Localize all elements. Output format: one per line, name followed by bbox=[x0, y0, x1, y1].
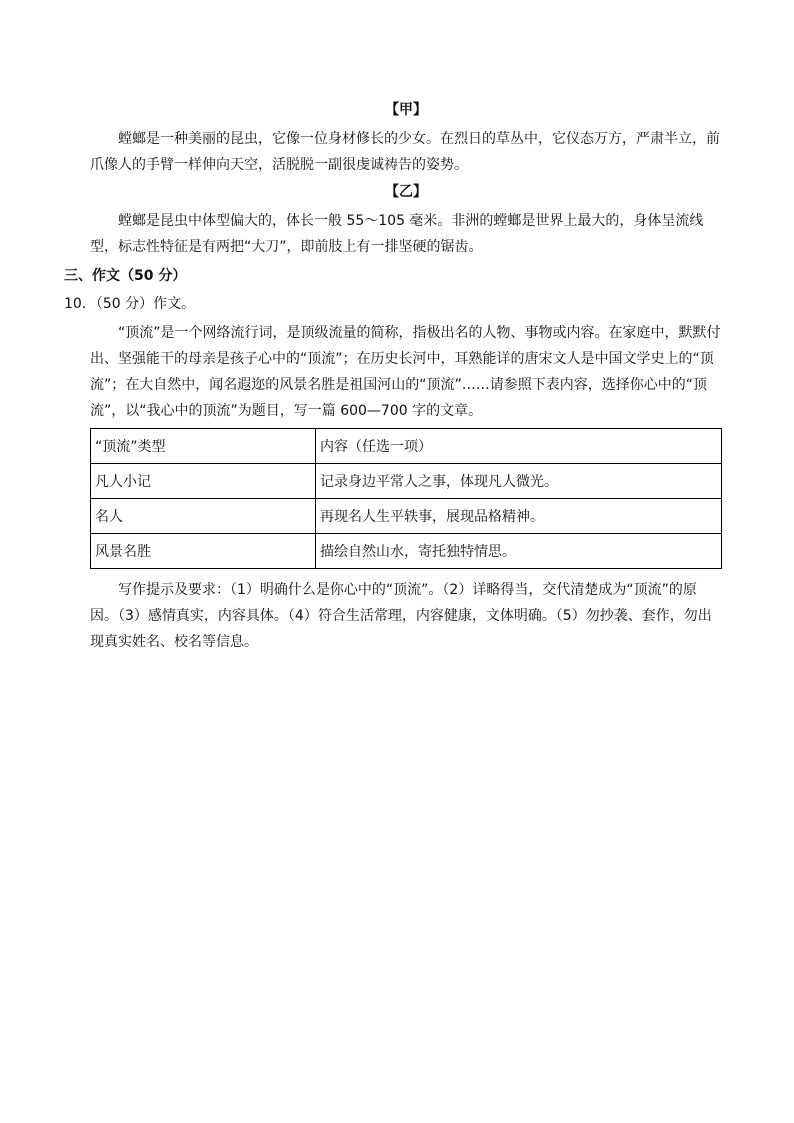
table-row bbox=[91, 464, 722, 499]
question-number: 10．（50 分）作文。 bbox=[64, 296, 196, 312]
passage-a-text: 螳螂是一种美丽的昆虫，它像一位身材修长的少女。在烈日的草丛中，它仪态万方，严肃半立，前爪像人的手臂一样伸向天空，活脱脱一副很虔诚祷告的姿势。 bbox=[90, 131, 720, 173]
table-header-cell: 内容（任选一项） bbox=[316, 429, 722, 464]
table-cell: 再现名人生平轶事，展现品格精神。 bbox=[316, 499, 722, 534]
table-cell: 凡人小记 bbox=[91, 464, 316, 499]
passage-a-title: 【甲】 bbox=[385, 102, 427, 118]
table-cell: 风景名胜 bbox=[91, 534, 316, 569]
passage-b-title: 【乙】 bbox=[385, 184, 427, 200]
table-cell: 名人 bbox=[91, 499, 316, 534]
table-cell: 描绘自然山水，寄托独特情思。 bbox=[316, 534, 722, 569]
page-content bbox=[64, 100, 722, 655]
topic-type-table bbox=[90, 428, 722, 569]
table-cell: 记录身边平常人之事，体现凡人微光。 bbox=[316, 464, 722, 499]
table-row bbox=[91, 499, 722, 534]
table-row bbox=[91, 534, 722, 569]
section-heading: 三、作文（50 分） bbox=[64, 268, 187, 284]
essay-prompt: “顶流”是一个网络流行词，是顶级流量的简称，指极出名的人物、事物或内容。在家庭中，默默付出、坚强能干的母亲是孩子心中的“顶流”；在历史长河中，耳熟能详的唐宋文人是中国文学史上的“顶流”；在大自然中，闻名遐迩的风景名胜是祖国河山的“顶流”……请参照下表内容，选择你心中的“顶流”，以“我心中的顶流”为题目，写一篇 600—700 字的文章。 bbox=[90, 325, 721, 419]
table-header-cell: “顶流”类型 bbox=[91, 429, 316, 464]
passage-b-text: 螳螂是昆虫中体型偏大的，体长一般 55～105 毫米。非洲的螳螂是世界上最大的，身体呈流线型，标志性特征是有两把“大刀”，即前肢上有一排坚硬的锯齿。 bbox=[90, 213, 704, 255]
writing-requirements: 写作提示及要求：（1）明确什么是你心中的“顶流”。（2）详略得当，交代清楚成为“顶流”的原因。（3）感情真实，内容具体。（4）符合生活常理，内容健康，文体明确。（5）勿抄袭、套作，勿出现真实姓名、校名等信息。 bbox=[90, 582, 712, 650]
table-header-row bbox=[91, 429, 722, 464]
